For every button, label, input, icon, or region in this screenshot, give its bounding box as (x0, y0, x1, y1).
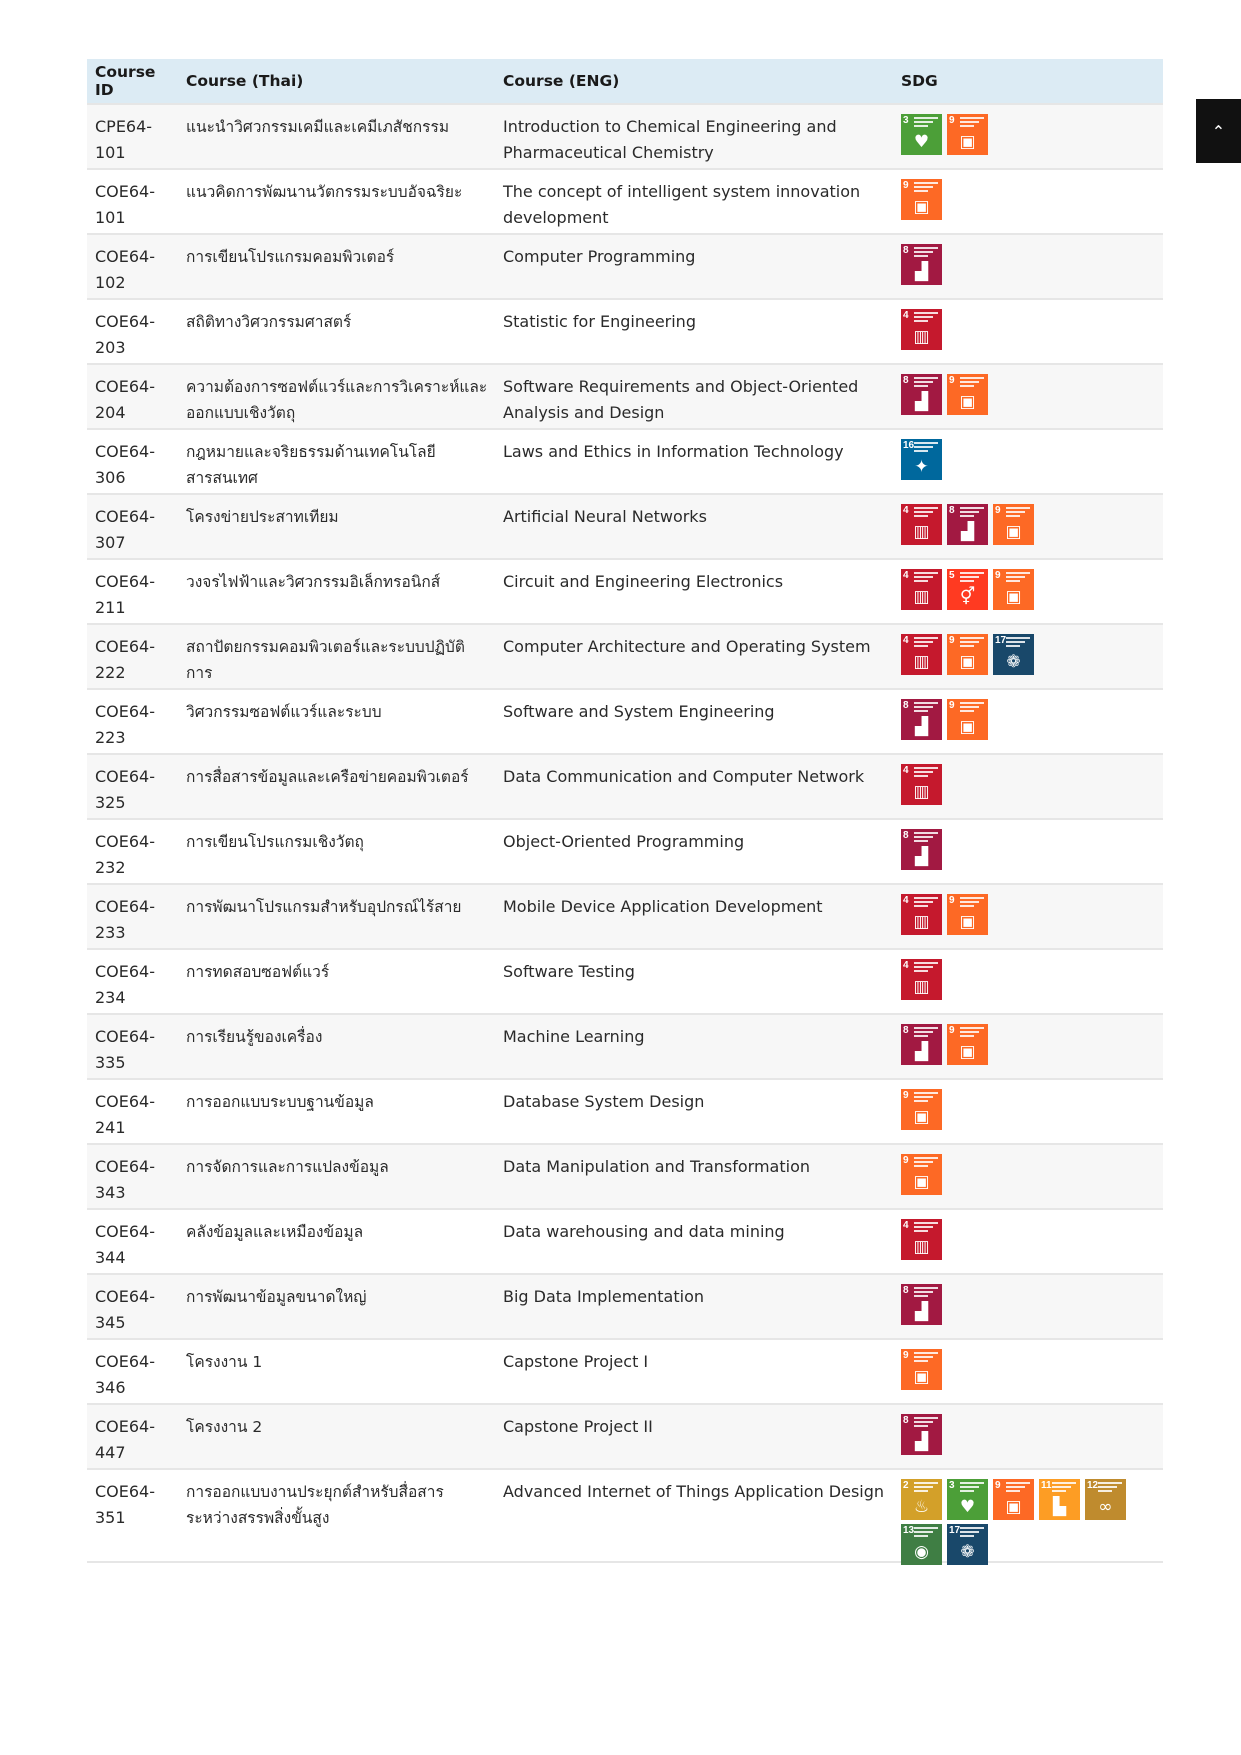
sdg-17-flower-partnership-icon: 17 ❁ (947, 1524, 988, 1565)
sdg-icons (893, 690, 1163, 753)
sdg-4-book-icon: 4 ▥ (901, 894, 942, 935)
course-thai: การพัฒนาโปรแกรมสำหรับอุปกรณ์ไร้สาย (186, 898, 462, 916)
sdg-8-growth-chart-icon: 8 ▟ (901, 699, 942, 740)
table-row (87, 623, 1163, 688)
course-id: COE64-232 (95, 832, 156, 877)
course-id: COE64-346 (95, 1352, 156, 1397)
course-eng: Laws and Ethics in Information Technology (503, 442, 844, 461)
sdg-9-cubes-icon: 9 ▣ (947, 374, 988, 415)
sdg-9-cubes-icon: 9 ▣ (947, 634, 988, 675)
sdg-icons (893, 820, 1163, 883)
course-id: COE64-351 (95, 1482, 156, 1527)
sdg-9-cubes-icon: 9 ▣ (947, 894, 988, 935)
course-eng: Database System Design (503, 1092, 705, 1111)
table-row (87, 753, 1163, 818)
course-id: COE64-234 (95, 962, 156, 1007)
table-row (87, 1338, 1163, 1403)
sdg-icons (893, 755, 1163, 818)
sdg-icons (893, 105, 1163, 168)
sdg-8-growth-chart-icon: 8 ▟ (901, 244, 942, 285)
course-eng: Data Communication and Computer Network (503, 767, 865, 786)
course-thai: การเขียนโปรแกรมเชิงวัตถุ (186, 833, 364, 851)
course-thai: วิศวกรรมซอฟต์แวร์และระบบ (186, 703, 382, 721)
course-eng: Software Requirements and Object-Oriented Analysis and Design (503, 377, 859, 422)
header-course-eng: Course (ENG) (503, 72, 620, 90)
course-sdg-table (87, 59, 1163, 1563)
course-thai: สถาปัตยกรรมคอมพิวเตอร์และระบบปฏิบัติการ (186, 638, 465, 682)
course-id: COE64-211 (95, 572, 156, 617)
course-eng: Machine Learning (503, 1027, 645, 1046)
course-id: COE64-223 (95, 702, 156, 747)
sdg-icons (893, 365, 1163, 428)
sdg-9-cubes-icon: 9 ▣ (901, 1349, 942, 1390)
table-row (87, 1468, 1163, 1561)
sdg-13-eye-globe-icon: 13 ◉ (901, 1524, 942, 1565)
course-thai: การเรียนรู้ของเครื่อง (186, 1028, 323, 1046)
course-id: COE64-222 (95, 637, 156, 682)
course-eng: Capstone Project I (503, 1352, 649, 1371)
sdg-9-cubes-icon: 9 ▣ (993, 1479, 1034, 1520)
course-eng: Mobile Device Application Development (503, 897, 823, 916)
sdg-icons (893, 1340, 1163, 1403)
course-eng: Big Data Implementation (503, 1287, 704, 1306)
sdg-8-growth-chart-icon: 8 ▟ (901, 829, 942, 870)
sdg-4-book-icon: 4 ▥ (901, 504, 942, 545)
sdg-9-cubes-icon: 9 ▣ (993, 569, 1034, 610)
course-eng: Advanced Internet of Things Application Design (503, 1482, 885, 1501)
table-row (87, 233, 1163, 298)
sdg-8-growth-chart-icon: 8 ▟ (901, 1024, 942, 1065)
course-eng: Circuit and Engineering Electronics (503, 572, 784, 591)
sdg-4-book-icon: 4 ▥ (901, 1219, 942, 1260)
course-id: COE64-447 (95, 1417, 156, 1462)
course-thai: การออกแบบงานประยุกต์สำหรับสื่อสารระหว่างสรรพสิ่งขั้นสูง (186, 1483, 444, 1527)
course-thai: การพัฒนาข้อมูลขนาดใหญ่ (186, 1288, 367, 1306)
course-thai: แนวคิดการพัฒนานวัตกรรมระบบอัจฉริยะ (186, 183, 463, 201)
header-course-id: Course ID (95, 63, 156, 99)
course-id: COE64-335 (95, 1027, 156, 1072)
sdg-icons (893, 950, 1163, 1013)
course-thai: การเขียนโปรแกรมคอมพิวเตอร์ (186, 248, 395, 266)
course-id: COE64-241 (95, 1092, 156, 1137)
course-id: COE64-101 (95, 182, 156, 227)
course-eng: Capstone Project II (503, 1417, 653, 1436)
sdg-4-book-icon: 4 ▥ (901, 634, 942, 675)
sdg-icons (893, 1470, 1163, 1561)
course-eng: Object-Oriented Programming (503, 832, 745, 851)
table-header (87, 59, 1163, 103)
course-eng: Artificial Neural Networks (503, 507, 707, 526)
header-sdg: SDG (901, 72, 938, 90)
table-row (87, 1403, 1163, 1468)
course-thai: การทดสอบซอฟต์แวร์ (186, 963, 330, 981)
sdg-12-infinity-icon: 12 ∞ (1085, 1479, 1126, 1520)
sdg-2-soup-bowl-icon: 2 ♨ (901, 1479, 942, 1520)
sdg-icons (893, 1015, 1163, 1078)
course-id: COE64-345 (95, 1287, 156, 1332)
course-eng: Statistic for Engineering (503, 312, 696, 331)
sdg-4-book-icon: 4 ▥ (901, 959, 942, 1000)
sdg-icons (893, 1405, 1163, 1468)
sdg-8-growth-chart-icon: 8 ▟ (947, 504, 988, 545)
sdg-3-heartbeat-icon: 3 ♥ (947, 1479, 988, 1520)
sdg-9-cubes-icon: 9 ▣ (947, 699, 988, 740)
sdg-4-book-icon: 4 ▥ (901, 309, 942, 350)
sdg-icons (893, 1080, 1163, 1143)
course-thai: การออกแบบระบบฐานข้อมูล (186, 1093, 374, 1111)
sdg-9-cubes-icon: 9 ▣ (901, 1089, 942, 1130)
table-row (87, 558, 1163, 623)
chevron-up-icon: ⌃ (1211, 121, 1226, 141)
table-row (87, 168, 1163, 233)
sdg-5-gender-equality-icon: 5 ⚥ (947, 569, 988, 610)
course-eng: Software Testing (503, 962, 635, 981)
course-eng: Data Manipulation and Transformation (503, 1157, 810, 1176)
sdg-16-dove-gavel-icon: 16 ✦ (901, 439, 942, 480)
sdg-icons (893, 1145, 1163, 1208)
sdg-icons (893, 300, 1163, 363)
sdg-9-cubes-icon: 9 ▣ (901, 1154, 942, 1195)
sdg-icons (893, 560, 1163, 623)
course-id: COE64-306 (95, 442, 156, 487)
table-row (87, 298, 1163, 363)
table-row (87, 1273, 1163, 1338)
course-thai: โครงงาน 1 (186, 1353, 263, 1371)
sdg-9-cubes-icon: 9 ▣ (947, 1024, 988, 1065)
table-row (87, 493, 1163, 558)
table-row (87, 883, 1163, 948)
course-id: COE64-344 (95, 1222, 156, 1267)
table-row (87, 1078, 1163, 1143)
sdg-3-heartbeat-icon: 3 ♥ (901, 114, 942, 155)
course-id: COE64-203 (95, 312, 156, 357)
sdg-17-flower-partnership-icon: 17 ❁ (993, 634, 1034, 675)
table-row (87, 948, 1163, 1013)
sdg-8-growth-chart-icon: 8 ▟ (901, 374, 942, 415)
course-id: COE64-325 (95, 767, 156, 812)
sdg-icons (893, 495, 1163, 558)
sdg-9-cubes-icon: 9 ▣ (993, 504, 1034, 545)
course-id: COE64-233 (95, 897, 156, 942)
course-thai: วงจรไฟฟ้าและวิศวกรรมอิเล็กทรอนิกส์ (186, 573, 441, 591)
table-row (87, 1208, 1163, 1273)
course-id: CPE64-101 (95, 117, 153, 162)
course-thai: สถิติทางวิศวกรรมศาสตร์ (186, 313, 352, 331)
table-bottom-rule (87, 1561, 1163, 1563)
sdg-9-cubes-icon: 9 ▣ (947, 114, 988, 155)
sdg-icons (893, 430, 1163, 493)
course-id: COE64-204 (95, 377, 156, 422)
table-row (87, 103, 1163, 168)
sdg-icons (893, 625, 1163, 688)
table-row (87, 1013, 1163, 1078)
course-thai: การจัดการและการแปลงข้อมูล (186, 1158, 389, 1176)
sdg-icons (893, 170, 1163, 233)
sdg-icons (893, 235, 1163, 298)
course-id: COE64-102 (95, 247, 156, 292)
course-eng: Introduction to Chemical Engineering and Pharmaceutical Chemistry (503, 117, 837, 162)
sdg-8-growth-chart-icon: 8 ▟ (901, 1414, 942, 1455)
sdg-icons (893, 1210, 1163, 1273)
sdg-icons (893, 885, 1163, 948)
sdg-11-city-buildings-icon: 11 ▙ (1039, 1479, 1080, 1520)
course-thai: แนะนำวิศวกรรมเคมีและเคมีเภสัชกรรม (186, 118, 450, 136)
table-body (87, 103, 1163, 1561)
table-row (87, 818, 1163, 883)
course-eng: Computer Programming (503, 247, 696, 266)
course-id: COE64-307 (95, 507, 156, 552)
sdg-8-growth-chart-icon: 8 ▟ (901, 1284, 942, 1325)
table-row (87, 428, 1163, 493)
sdg-4-book-icon: 4 ▥ (901, 764, 942, 805)
table-row (87, 688, 1163, 753)
course-thai: โครงงาน 2 (186, 1418, 263, 1436)
back-to-top-button[interactable] (1196, 99, 1241, 163)
course-thai: กฎหมายและจริยธรรมด้านเทคโนโลยีสารสนเทศ (186, 443, 436, 487)
sdg-9-cubes-icon: 9 ▣ (901, 179, 942, 220)
sdg-4-book-icon: 4 ▥ (901, 569, 942, 610)
header-course-thai: Course (Thai) (186, 72, 304, 90)
course-thai: ความต้องการซอฟต์แวร์และการวิเคราะห์และออกแบบเชิงวัตถุ (186, 378, 488, 422)
table-row (87, 363, 1163, 428)
course-id: COE64-343 (95, 1157, 156, 1202)
course-eng: Computer Architecture and Operating System (503, 637, 871, 656)
course-eng: Data warehousing and data mining (503, 1222, 785, 1241)
course-thai: คลังข้อมูลและเหมืองข้อมูล (186, 1223, 364, 1241)
course-eng: Software and System Engineering (503, 702, 775, 721)
course-thai: การสื่อสารข้อมูลและเครือข่ายคอมพิวเตอร์ (186, 768, 469, 786)
course-eng: The concept of intelligent system innovation development (503, 182, 861, 227)
table-row (87, 1143, 1163, 1208)
sdg-icons (893, 1275, 1163, 1338)
course-thai: โครงข่ายประสาทเทียม (186, 508, 339, 526)
